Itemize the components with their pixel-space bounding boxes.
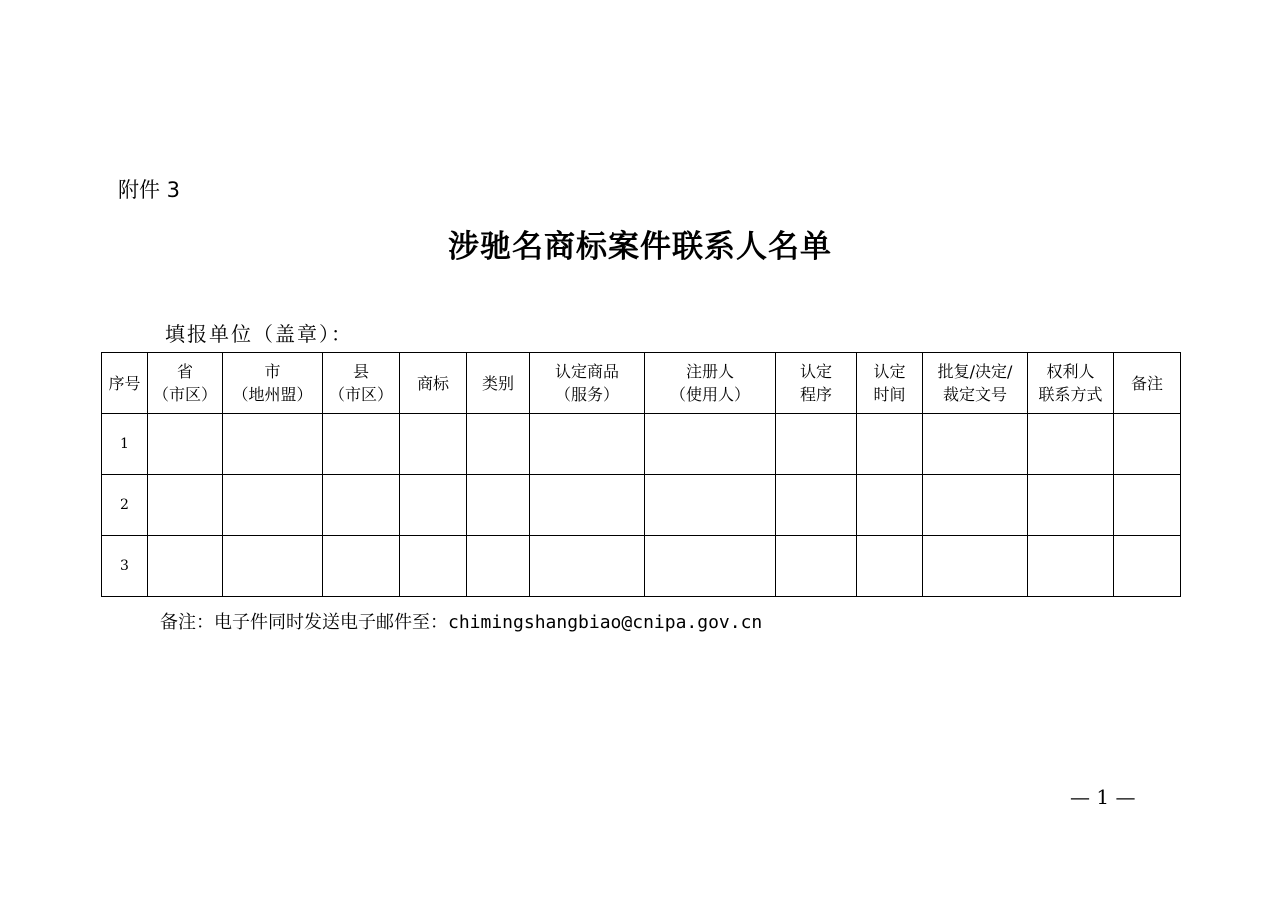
table-cell[interactable] bbox=[223, 475, 323, 536]
table-cell[interactable] bbox=[148, 414, 223, 475]
document-title: 涉驰名商标案件联系人名单 bbox=[448, 229, 832, 265]
table-cell[interactable] bbox=[467, 414, 530, 475]
row-serial-cell: 3 bbox=[102, 536, 148, 597]
attachment-label: 附件 3 bbox=[118, 178, 181, 202]
header-recognition-time: 认定 时间 bbox=[857, 353, 923, 414]
table-cell[interactable] bbox=[645, 536, 776, 597]
table-cell[interactable] bbox=[857, 536, 923, 597]
table-cell[interactable] bbox=[467, 475, 530, 536]
table-cell[interactable] bbox=[645, 414, 776, 475]
header-recognized-goods: 认定商品 （服务） bbox=[530, 353, 645, 414]
table-cell[interactable] bbox=[530, 414, 645, 475]
header-city: 市 （地州盟） bbox=[223, 353, 323, 414]
contact-list-table bbox=[101, 352, 1181, 597]
footnote-email-instruction: 备注：电子件同时发送电子邮件至：chimingshangbiao@cnipa.gov.cn bbox=[160, 612, 763, 633]
table-cell[interactable] bbox=[923, 536, 1028, 597]
table-row bbox=[102, 475, 1181, 536]
header-recognition-procedure: 认定 程序 bbox=[776, 353, 857, 414]
table-cell[interactable] bbox=[1028, 475, 1114, 536]
table-cell[interactable] bbox=[923, 475, 1028, 536]
row-serial-cell: 2 bbox=[102, 475, 148, 536]
table-cell[interactable] bbox=[923, 414, 1028, 475]
table-cell[interactable] bbox=[1114, 536, 1181, 597]
header-remarks: 备注 bbox=[1114, 353, 1181, 414]
table-cell[interactable] bbox=[776, 475, 857, 536]
table-cell[interactable] bbox=[400, 536, 467, 597]
header-county: 县 （市区） bbox=[323, 353, 400, 414]
table-cell[interactable] bbox=[1114, 414, 1181, 475]
table-cell[interactable] bbox=[645, 475, 776, 536]
header-serial-number: 序号 bbox=[102, 353, 148, 414]
header-province: 省 （市区） bbox=[148, 353, 223, 414]
table-cell[interactable] bbox=[223, 414, 323, 475]
table-cell[interactable] bbox=[148, 475, 223, 536]
header-trademark: 商标 bbox=[400, 353, 467, 414]
table-cell[interactable] bbox=[323, 414, 400, 475]
table-cell[interactable] bbox=[323, 536, 400, 597]
table-cell[interactable] bbox=[857, 475, 923, 536]
header-document-number: 批复/决定/ 裁定文号 bbox=[923, 353, 1028, 414]
header-owner-contact: 权利人 联系方式 bbox=[1028, 353, 1114, 414]
table-cell[interactable] bbox=[776, 414, 857, 475]
table-header-row bbox=[102, 353, 1181, 414]
reporting-unit-label: 填报单位（盖章）： bbox=[165, 322, 353, 346]
table-cell[interactable] bbox=[530, 536, 645, 597]
table-cell[interactable] bbox=[776, 536, 857, 597]
table-row bbox=[102, 414, 1181, 475]
table-cell[interactable] bbox=[323, 475, 400, 536]
header-registrant: 注册人 （使用人） bbox=[645, 353, 776, 414]
table-cell[interactable] bbox=[1028, 536, 1114, 597]
table-cell[interactable] bbox=[400, 475, 467, 536]
table-cell[interactable] bbox=[530, 475, 645, 536]
table-cell[interactable] bbox=[1028, 414, 1114, 475]
table-cell[interactable] bbox=[1114, 475, 1181, 536]
header-class: 类别 bbox=[467, 353, 530, 414]
row-serial-cell: 1 bbox=[102, 414, 148, 475]
table-row bbox=[102, 536, 1181, 597]
page-number: — 1 — bbox=[1070, 785, 1136, 809]
table-cell[interactable] bbox=[223, 536, 323, 597]
table-cell[interactable] bbox=[400, 414, 467, 475]
table-cell[interactable] bbox=[857, 414, 923, 475]
table-cell[interactable] bbox=[467, 536, 530, 597]
table-cell[interactable] bbox=[148, 536, 223, 597]
